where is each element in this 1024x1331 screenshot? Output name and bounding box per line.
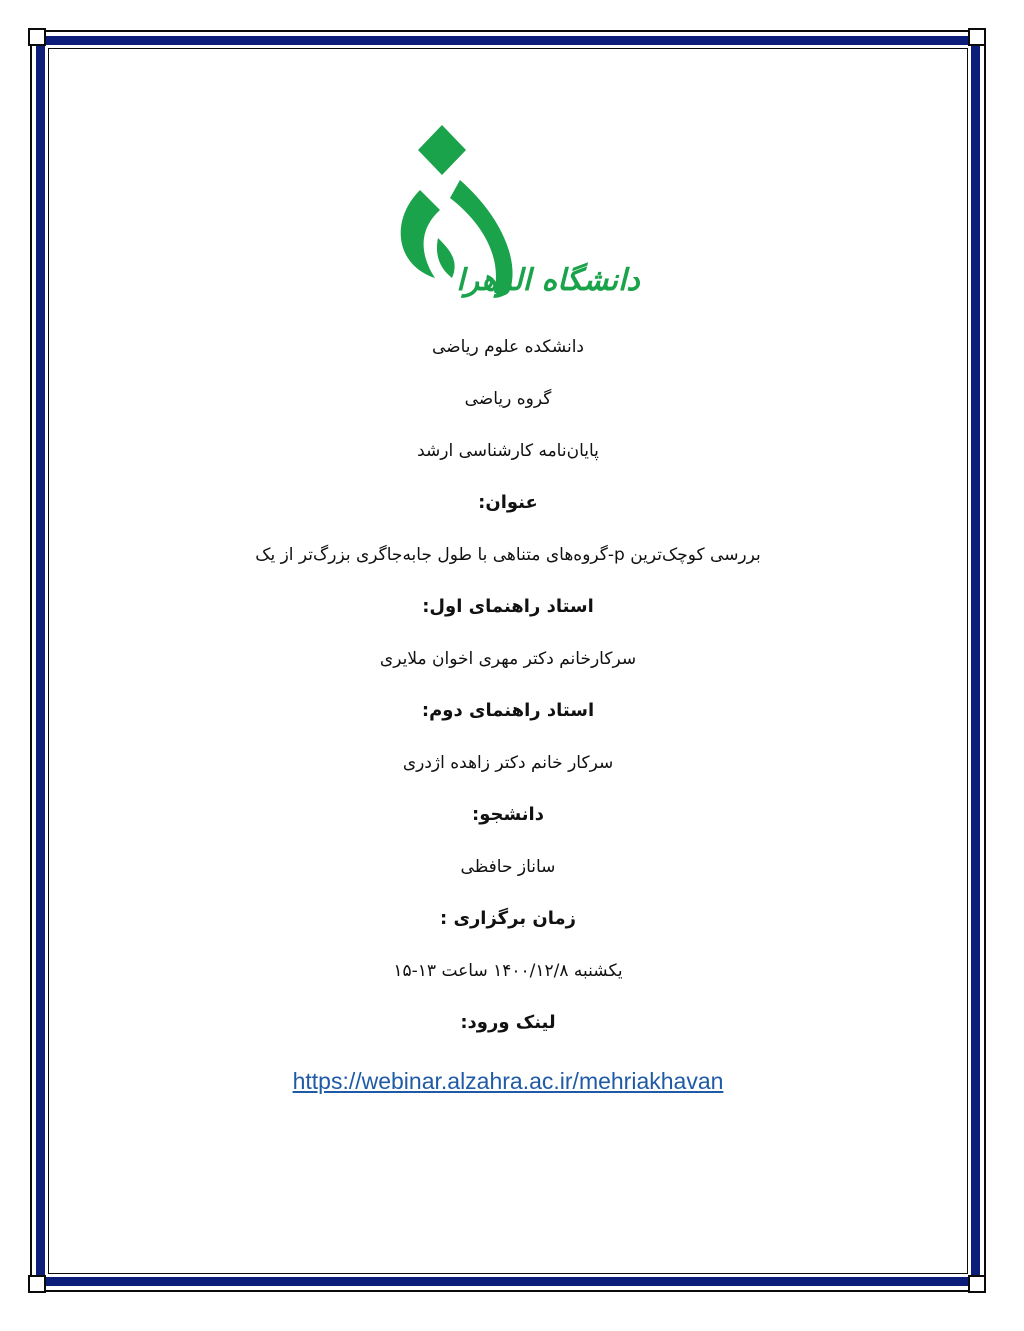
advisor2-name: سرکار خانم دکتر زاهده اژدری — [402, 753, 614, 773]
session-time: یکشنبه ۱۴۰۰/۱۲/۸ ساعت ۱۳-۱۵ — [393, 961, 623, 981]
webinar-link[interactable]: https://webinar.alzahra.ac.ir/mehriakhavan — [292, 1068, 724, 1094]
advisor2-label: استاد راهنمای دوم: — [421, 700, 595, 721]
svg-text:دانشگاه الزهرا: دانشگاه الزهرا — [456, 263, 640, 298]
department-name: گروه ریاضی — [464, 389, 552, 409]
thesis-announcement — [60, 336, 956, 1095]
alzahra-logo-icon — [390, 120, 640, 310]
thesis-title: بررسی کوچک‌ترین p-گروه‌های متناهی با طول جابه‌جاگری بزرگ‌تر از یک — [255, 545, 761, 565]
border-corner-top-right — [968, 28, 986, 46]
advisor1-label: استاد راهنمای اول: — [422, 596, 594, 617]
advisor1-name: سرکارخانم دکتر مهری اخوان ملایری — [379, 649, 637, 669]
border-corner-bottom-left — [28, 1275, 46, 1293]
border-corner-bottom-right — [968, 1275, 986, 1293]
student-name: ساناز حافظی — [460, 857, 556, 877]
time-label: زمان برگزاری : — [439, 908, 576, 929]
thesis-type: پایان‌نامه کارشناسی ارشد — [417, 441, 599, 461]
title-label: عنوان: — [478, 492, 538, 513]
student-label: دانشجو: — [472, 804, 544, 825]
border-corner-top-left — [28, 28, 46, 46]
link-label: لینک ورود: — [460, 1012, 556, 1033]
university-logo — [390, 120, 640, 310]
faculty-name: دانشکده علوم ریاضی — [431, 337, 585, 357]
